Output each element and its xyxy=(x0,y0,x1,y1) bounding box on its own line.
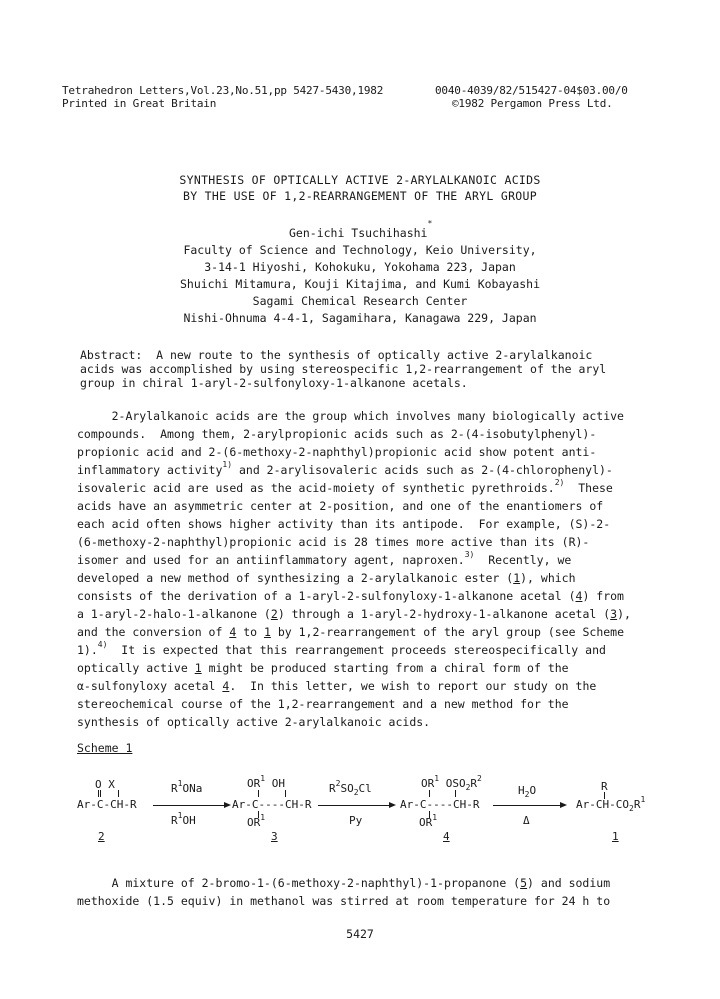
abstract-line-2: acids was accomplished by using stereospecific 1,2-rearrangement of the aryl xyxy=(80,362,607,376)
corresponding-star: * xyxy=(427,219,433,228)
body-line-7: each acid often shows higher activity than its antipode. For example, (S)-2- xyxy=(77,517,611,531)
compound-3: Ar-C----CH-R xyxy=(232,798,312,811)
body-line-2: compounds. Among them, 2-arylpropionic acids such as 2-(4-isobutylphenyl)- xyxy=(77,427,597,441)
compound-2-number: 2 xyxy=(98,830,105,843)
body-line-16: α-sulfonyloxy acetal 4. In this letter, we wish to report our study on the xyxy=(77,679,597,693)
abstract-line-1: Abstract: A new route to the synthesis of optically active 2-arylalkanoic xyxy=(80,348,593,362)
affiliation-2: Sagami Chemical Research Center xyxy=(252,294,468,308)
body-line-3: propionic acid and 2-(6-methoxy-2-naphthyl)propionic acid show potent anti- xyxy=(77,445,597,459)
reagent-1-bottom: $R^1OH$ xyxy=(171,811,196,827)
body-line-17: stereochemical course of the 1,2-rearrangement and a new method for the xyxy=(77,697,569,711)
reaction-arrow-2 xyxy=(318,805,394,806)
body-line-14: 1).$^{4)}$ It is expected that this rearrangement proceeds stereospecifically and xyxy=(77,640,606,657)
body-line-13: and the conversion of 4 to 1 by 1,2-rearrangement of the aryl group (see Scheme xyxy=(77,625,625,639)
reagent-1-top: $R^1ONa$ xyxy=(171,779,203,795)
compound-4-number: 4 xyxy=(443,830,450,843)
body-line-4: inflammatory activity$^{1)}$ and 2-arylisovaleric acids such as 2-(4-chlorophenyl)- xyxy=(77,460,613,477)
body-line-11: consists of the derivation of a 1-aryl-2-sulfonyloxy-1-alkanone acetal (4) from xyxy=(77,589,624,603)
body-line-15: optically active 1 might be produced starting from a chiral form of the xyxy=(77,661,569,675)
compound-1-top: R xyxy=(601,780,608,793)
body-line-10: developed a new method of synthesizing a 2-arylalkanoic ester (1), which xyxy=(77,571,576,585)
compound-2-substituents: O X xyxy=(95,778,115,791)
body-line-12: a 1-aryl-2-halo-1-alkanone (2) through a 1-aryl-2-hydroxy-1-alkanone acetal (3), xyxy=(77,607,631,621)
compound-4-top: $OR^1$ $OSO_2R^2$ xyxy=(421,774,482,792)
reaction-arrow-3 xyxy=(493,805,565,806)
body-line-1: 2-Arylalkanoic acids are the group which involves many biologically active xyxy=(77,409,624,423)
body-line-6: acids have an asymmetric center at 2-position, and one of the enantiomers of xyxy=(77,499,604,513)
authors-2: Shuichi Mitamura, Kouji Kitajima, and Kumi Kobayashi xyxy=(179,277,541,291)
bond-c3-top-1 xyxy=(258,790,259,797)
reagent-3-bottom: Δ xyxy=(523,814,530,827)
printed-in: Printed in Great Britain xyxy=(62,97,217,110)
bond-c4-top-2 xyxy=(455,790,456,797)
body-line-18: synthesis of optically active 2-arylalkanoic acids. xyxy=(77,715,431,729)
journal-citation: Tetrahedron Letters,Vol.23,No.51,pp 5427-5430,1982 xyxy=(62,84,384,97)
title-line-1: SYNTHESIS OF OPTICALLY ACTIVE 2-ARYLALKANOIC ACIDS xyxy=(179,173,541,187)
compound-3-top: $OR^1$ OH xyxy=(247,774,285,790)
bond-c4-top-1 xyxy=(429,790,430,797)
page-number: 5427 xyxy=(346,927,374,941)
affiliation-1: Faculty of Science and Technology, Keio University, xyxy=(183,243,537,257)
scheme-label: Scheme 1 xyxy=(77,741,133,755)
reagent-2-top: $R^2SO_2Cl$ xyxy=(329,779,372,797)
compound-1: $Ar-CH-CO_2R^1$ xyxy=(576,795,646,813)
title-line-2: BY THE USE OF 1,2-REARRANGEMENT OF THE ARYL GROUP xyxy=(183,189,537,203)
copyright: ©1982 Pergamon Press Ltd. xyxy=(452,97,613,110)
bond-x xyxy=(118,790,119,797)
body2-line-1: A mixture of 2-bromo-1-(6-methoxy-2-naphthyl)-1-propanone (5) and sodium xyxy=(77,876,611,890)
bond-double-1 xyxy=(98,790,99,797)
compound-2: Ar-C-CH-R xyxy=(77,798,137,811)
compound-3-number: 3 xyxy=(271,830,278,843)
abstract-line-3: group in chiral 1-aryl-2-sulfonyloxy-1-alkanone acetals. xyxy=(80,376,468,390)
compound-1-number: 1 xyxy=(612,830,619,843)
body-line-5: isovaleric acid are used as the acid-moiety of synthetic pyrethroids.$^{2)}$ These xyxy=(77,478,613,495)
bond-double-2 xyxy=(100,790,101,797)
bond-c3-top-2 xyxy=(285,790,286,797)
compound-4-bottom: $OR^1$ xyxy=(419,813,438,829)
body-line-9: isomer and used for an antiinflammatory agent, naproxen.$^{3)}$ Recently, we xyxy=(77,550,572,567)
address-2: Nishi-Ohnuma 4-4-1, Sagamihara, Kanagawa 229, Japan xyxy=(183,311,537,325)
reaction-arrow-1 xyxy=(153,805,229,806)
compound-3-bottom: $OR^1$ xyxy=(247,813,266,829)
reagent-2-bottom: Py xyxy=(349,814,363,827)
body-line-8: (6-methoxy-2-naphthyl)propionic acid is 28 times more active than its (R)- xyxy=(77,535,590,549)
address-1: 3-14-1 Hiyoshi, Kohokuku, Yokohama 223, Japan xyxy=(204,260,516,274)
body2-line-2: methoxide (1.5 equiv) in methanol was stirred at room temperature for 24 h to xyxy=(77,894,611,908)
article-code: 0040-4039/82/515427-04$03.00/0 xyxy=(435,84,628,97)
author-1: Gen-ichi Tsuchihashi* xyxy=(289,219,433,240)
compound-4: Ar-C----CH-R xyxy=(400,798,480,811)
reagent-3-top: $H_2O$ xyxy=(518,784,537,799)
